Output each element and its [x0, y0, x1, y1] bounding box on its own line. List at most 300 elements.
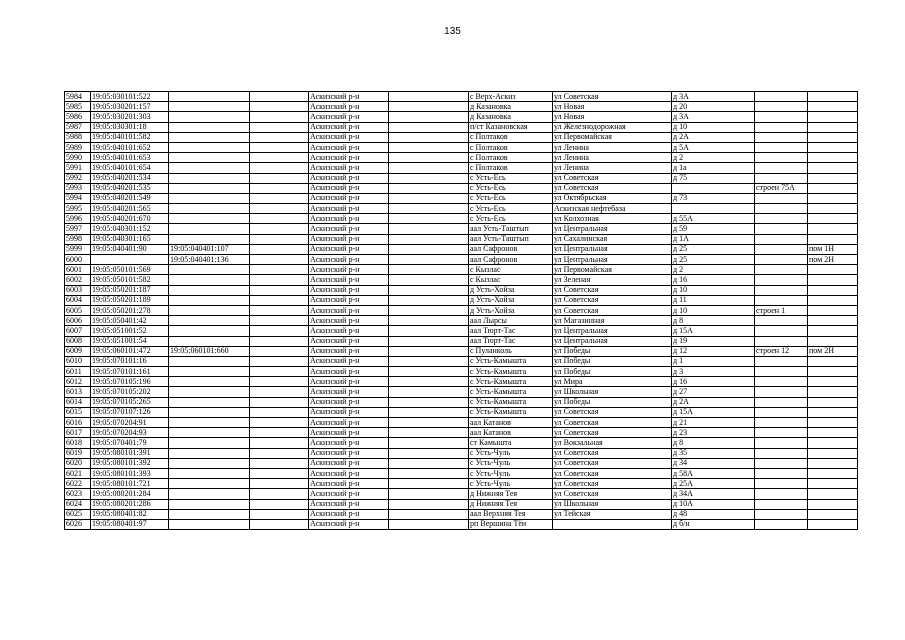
cell-house: д 34	[672, 458, 755, 468]
cell-street: ул Победы	[553, 346, 672, 356]
cell-related-cadastral-number	[169, 153, 250, 163]
cell-related-cadastral-number	[169, 234, 250, 244]
cell-related-cadastral-number	[169, 468, 250, 478]
cell-house	[672, 204, 755, 214]
cell-row-number: 5993	[65, 183, 91, 193]
table-row	[65, 438, 858, 448]
cell-premises	[808, 336, 858, 346]
cell-street: ул Советская	[553, 295, 672, 305]
cell-empty-column-2	[389, 326, 469, 336]
cell-empty-column	[250, 285, 309, 295]
cell-building	[755, 418, 808, 428]
cell-street: ул Советская	[553, 448, 672, 458]
cell-district: Аскизский р-н	[309, 387, 389, 397]
table-row	[65, 458, 858, 468]
cell-cadastral-number: 19:05:040201:534	[91, 173, 169, 183]
cell-district: Аскизский р-н	[309, 407, 389, 417]
cell-house: д 2	[672, 265, 755, 275]
cell-empty-column	[250, 438, 309, 448]
cell-premises	[808, 112, 858, 122]
cell-premises	[808, 102, 858, 112]
cell-building	[755, 336, 808, 346]
cell-premises	[808, 438, 858, 448]
cell-building	[755, 244, 808, 254]
cell-related-cadastral-number: 19:05:040401:107	[169, 244, 250, 254]
cell-related-cadastral-number	[169, 326, 250, 336]
cell-empty-column-2	[389, 509, 469, 519]
cell-locality: с Полтаков	[469, 132, 553, 142]
cell-row-number: 5997	[65, 224, 91, 234]
cell-building	[755, 255, 808, 265]
cell-premises	[808, 153, 858, 163]
cell-empty-column-2	[389, 397, 469, 407]
cell-empty-column-2	[389, 428, 469, 438]
cell-premises	[808, 407, 858, 417]
cell-locality: с Усть-Камышта	[469, 387, 553, 397]
cell-building: строен 12	[755, 346, 808, 356]
cell-related-cadastral-number	[169, 438, 250, 448]
cell-empty-column-2	[389, 173, 469, 183]
cell-cadastral-number: 19:05:080401:82	[91, 509, 169, 519]
cell-street: Аскизская нефтебаза	[553, 204, 672, 214]
cell-house: д 19	[672, 336, 755, 346]
cell-empty-column-2	[389, 499, 469, 509]
cell-district: Аскизский р-н	[309, 193, 389, 203]
cell-locality: д Усть-Хойза	[469, 295, 553, 305]
table-row	[65, 224, 858, 234]
table-row	[65, 163, 858, 173]
cell-empty-column	[250, 204, 309, 214]
cell-street: ул Тейская	[553, 509, 672, 519]
cell-district: Аскизский р-н	[309, 367, 389, 377]
table-row	[65, 122, 858, 132]
cell-house: д 1а	[672, 163, 755, 173]
cell-district: Аскизский р-н	[309, 316, 389, 326]
cell-building	[755, 234, 808, 244]
table-row	[65, 92, 858, 102]
cell-related-cadastral-number	[169, 305, 250, 315]
cell-empty-column-2	[389, 265, 469, 275]
cell-empty-column	[250, 387, 309, 397]
cell-street: ул Советская	[553, 479, 672, 489]
cell-street: ул Советская	[553, 468, 672, 478]
cell-row-number: 5994	[65, 193, 91, 203]
cell-locality: с Усть-Есь	[469, 173, 553, 183]
cell-row-number: 6013	[65, 387, 91, 397]
cell-street: ул Центральная	[553, 224, 672, 234]
cell-house: д 8	[672, 316, 755, 326]
cell-row-number: 6016	[65, 418, 91, 428]
cell-premises	[808, 377, 858, 387]
table-row	[65, 346, 858, 356]
cell-district: Аскизский р-н	[309, 356, 389, 366]
cell-empty-column-2	[389, 336, 469, 346]
cell-house: д 3	[672, 367, 755, 377]
cell-building: строен 75А	[755, 183, 808, 193]
cell-empty-column	[250, 346, 309, 356]
cell-street: ул Зеленая	[553, 275, 672, 285]
cell-district: Аскизский р-н	[309, 173, 389, 183]
cell-cadastral-number: 19:05:050101:582	[91, 275, 169, 285]
table-row	[65, 305, 858, 315]
cell-empty-column-2	[389, 407, 469, 417]
cell-empty-column-2	[389, 102, 469, 112]
cell-district: Аскизский р-н	[309, 489, 389, 499]
table-row	[65, 397, 858, 407]
cell-empty-column	[250, 468, 309, 478]
cell-locality: рп Вершина Тёи	[469, 519, 553, 529]
cell-district: Аскизский р-н	[309, 346, 389, 356]
cell-row-number: 6024	[65, 499, 91, 509]
cell-cadastral-number: 19:05:040101:653	[91, 153, 169, 163]
cell-empty-column	[250, 356, 309, 366]
cell-empty-column	[250, 244, 309, 254]
table-row	[65, 193, 858, 203]
cell-locality: с Усть-Есь	[469, 214, 553, 224]
cell-house: д 10	[672, 305, 755, 315]
cell-premises	[808, 193, 858, 203]
cell-empty-column-2	[389, 519, 469, 529]
cell-building	[755, 163, 808, 173]
cell-premises	[808, 418, 858, 428]
cell-premises	[808, 356, 858, 366]
cell-empty-column-2	[389, 285, 469, 295]
cell-empty-column-2	[389, 346, 469, 356]
cell-locality: с Усть-Есь	[469, 204, 553, 214]
table-row	[65, 142, 858, 152]
cell-district: Аскизский р-н	[309, 92, 389, 102]
cell-empty-column-2	[389, 438, 469, 448]
cell-cadastral-number: 19:05:070105:196	[91, 377, 169, 387]
cell-house: д б/н	[672, 519, 755, 529]
page-number: 135	[444, 26, 461, 37]
cell-related-cadastral-number	[169, 265, 250, 275]
cell-building	[755, 407, 808, 417]
cell-street: ул Сахалинская	[553, 234, 672, 244]
cell-locality: д Нижняя Тея	[469, 489, 553, 499]
cell-street: ул Советская	[553, 489, 672, 499]
cell-related-cadastral-number	[169, 316, 250, 326]
cell-empty-column	[250, 489, 309, 499]
cell-related-cadastral-number	[169, 224, 250, 234]
cell-street: ул Вокзальная	[553, 438, 672, 448]
cell-empty-column	[250, 112, 309, 122]
cell-street: ул Первомайская	[553, 265, 672, 275]
cell-row-number: 5987	[65, 122, 91, 132]
cell-empty-column	[250, 428, 309, 438]
cell-cadastral-number: 19:05:080201:286	[91, 499, 169, 509]
cell-building	[755, 224, 808, 234]
cell-cadastral-number: 19:05:070204:91	[91, 418, 169, 428]
cell-street: ул Магазинная	[553, 316, 672, 326]
cell-district: Аскизский р-н	[309, 479, 389, 489]
cell-cadastral-number	[91, 255, 169, 265]
cell-cadastral-number: 19:05:040401:90	[91, 244, 169, 254]
cell-building	[755, 438, 808, 448]
cell-premises	[808, 183, 858, 193]
cell-locality: с Усть-Есь	[469, 183, 553, 193]
cell-related-cadastral-number	[169, 214, 250, 224]
cell-cadastral-number: 19:05:030301:18	[91, 122, 169, 132]
cell-building: строен 1	[755, 305, 808, 315]
cell-empty-column	[250, 265, 309, 275]
cell-locality: с Полтаков	[469, 142, 553, 152]
cell-empty-column	[250, 275, 309, 285]
cell-building	[755, 479, 808, 489]
cell-premises	[808, 428, 858, 438]
cell-premises	[808, 265, 858, 275]
cell-district: Аскизский р-н	[309, 214, 389, 224]
cell-district: Аскизский р-н	[309, 255, 389, 265]
cell-district: Аскизский р-н	[309, 458, 389, 468]
cell-street: ул Центральная	[553, 244, 672, 254]
cell-building	[755, 326, 808, 336]
cell-locality: аал Верхняя Тея	[469, 509, 553, 519]
cell-premises	[808, 122, 858, 132]
cell-empty-column-2	[389, 458, 469, 468]
cell-row-number: 5989	[65, 142, 91, 152]
cell-house: д 2А	[672, 132, 755, 142]
cell-row-number: 6002	[65, 275, 91, 285]
cell-related-cadastral-number	[169, 275, 250, 285]
cell-house: д 16	[672, 377, 755, 387]
cell-house: д 48	[672, 509, 755, 519]
cell-district: Аскизский р-н	[309, 112, 389, 122]
cell-row-number: 5991	[65, 163, 91, 173]
cell-premises	[808, 285, 858, 295]
cell-district: Аскизский р-н	[309, 509, 389, 519]
cell-house: д 58А	[672, 468, 755, 478]
cell-related-cadastral-number	[169, 142, 250, 152]
cell-building	[755, 285, 808, 295]
cell-row-number: 6021	[65, 468, 91, 478]
cell-building	[755, 356, 808, 366]
cell-premises	[808, 224, 858, 234]
cell-district: Аскизский р-н	[309, 326, 389, 336]
cell-locality: с Усть-Камышта	[469, 356, 553, 366]
cell-row-number: 6014	[65, 397, 91, 407]
table-row	[65, 132, 858, 142]
cell-cadastral-number: 19:05:040101:582	[91, 132, 169, 142]
cell-empty-column	[250, 499, 309, 509]
cell-empty-column	[250, 234, 309, 244]
cell-row-number: 6020	[65, 458, 91, 468]
cell-cadastral-number: 19:05:060101:472	[91, 346, 169, 356]
cell-locality: с Полтаков	[469, 153, 553, 163]
cell-empty-column-2	[389, 255, 469, 265]
cell-related-cadastral-number	[169, 509, 250, 519]
cell-house: д 35	[672, 448, 755, 458]
cell-street: ул Советская	[553, 285, 672, 295]
cell-locality: аал Усть-Таштып	[469, 224, 553, 234]
cell-related-cadastral-number	[169, 367, 250, 377]
cell-cadastral-number: 19:05:070105:202	[91, 387, 169, 397]
cell-row-number: 6019	[65, 448, 91, 458]
table-row	[65, 356, 858, 366]
cell-empty-column	[250, 407, 309, 417]
cell-empty-column	[250, 224, 309, 234]
cell-empty-column	[250, 183, 309, 193]
cell-cadastral-number: 19:05:080101:721	[91, 479, 169, 489]
table-row	[65, 336, 858, 346]
cell-empty-column-2	[389, 204, 469, 214]
cell-empty-column	[250, 122, 309, 132]
table-row	[65, 377, 858, 387]
cell-row-number: 5995	[65, 204, 91, 214]
cell-district: Аскизский р-н	[309, 438, 389, 448]
table-row	[65, 326, 858, 336]
cell-building	[755, 153, 808, 163]
cell-street: ул Советская	[553, 458, 672, 468]
cell-cadastral-number: 19:05:070105:265	[91, 397, 169, 407]
cell-locality: с Полтаков	[469, 163, 553, 173]
cell-locality: аал Тюрт-Тас	[469, 336, 553, 346]
cell-locality: д Казановка	[469, 112, 553, 122]
cell-empty-column	[250, 132, 309, 142]
cell-premises	[808, 142, 858, 152]
cell-house: д 59	[672, 224, 755, 234]
cell-district: Аскизский р-н	[309, 377, 389, 387]
cell-premises	[808, 499, 858, 509]
cell-building	[755, 204, 808, 214]
cell-premises	[808, 468, 858, 478]
cell-house: д 5А	[672, 142, 755, 152]
cell-street: ул Советская	[553, 173, 672, 183]
cell-related-cadastral-number	[169, 519, 250, 529]
cell-cadastral-number: 19:05:040101:654	[91, 163, 169, 173]
cell-empty-column-2	[389, 163, 469, 173]
cell-row-number: 5984	[65, 92, 91, 102]
cell-cadastral-number: 19:05:030201:303	[91, 112, 169, 122]
cell-house: д 15А	[672, 407, 755, 417]
cell-house: д 11	[672, 295, 755, 305]
cell-premises: пом 2Н	[808, 346, 858, 356]
cell-district: Аскизский р-н	[309, 142, 389, 152]
cell-building	[755, 509, 808, 519]
cell-premises	[808, 163, 858, 173]
cell-street: ул Железнодорожная	[553, 122, 672, 132]
cell-locality: с Усть-Есь	[469, 193, 553, 203]
cell-cadastral-number: 19:05:040301:152	[91, 224, 169, 234]
cell-empty-column-2	[389, 479, 469, 489]
cell-row-number: 5986	[65, 112, 91, 122]
cell-cadastral-number: 19:05:030201:157	[91, 102, 169, 112]
cell-house: д 27	[672, 387, 755, 397]
table-row	[65, 265, 858, 275]
cell-related-cadastral-number	[169, 336, 250, 346]
cell-empty-column	[250, 448, 309, 458]
cell-cadastral-number: 19:05:080101:393	[91, 468, 169, 478]
cell-related-cadastral-number	[169, 92, 250, 102]
cell-related-cadastral-number	[169, 428, 250, 438]
cell-district: Аскизский р-н	[309, 132, 389, 142]
cell-row-number: 6018	[65, 438, 91, 448]
cell-empty-column-2	[389, 193, 469, 203]
cell-street: ул Советская	[553, 183, 672, 193]
cell-house: д 34А	[672, 489, 755, 499]
cell-premises	[808, 367, 858, 377]
cell-district: Аскизский р-н	[309, 468, 389, 478]
cell-premises	[808, 132, 858, 142]
cell-row-number: 6005	[65, 305, 91, 315]
cell-street: ул Победы	[553, 397, 672, 407]
cell-empty-column-2	[389, 305, 469, 315]
cell-locality: ст Камышта	[469, 438, 553, 448]
cell-street: ул Мира	[553, 377, 672, 387]
cell-related-cadastral-number	[169, 407, 250, 417]
cell-cadastral-number: 19:05:050201:278	[91, 305, 169, 315]
cell-house: д 10А	[672, 499, 755, 509]
cell-premises	[808, 275, 858, 285]
cell-row-number: 6023	[65, 489, 91, 499]
cell-street: ул Колхозная	[553, 214, 672, 224]
cell-empty-column	[250, 295, 309, 305]
cell-empty-column	[250, 153, 309, 163]
table-row	[65, 183, 858, 193]
cell-district: Аскизский р-н	[309, 448, 389, 458]
table-row	[65, 479, 858, 489]
cell-cadastral-number: 19:05:040201:565	[91, 204, 169, 214]
cell-row-number: 6003	[65, 285, 91, 295]
cell-house: д 10	[672, 285, 755, 295]
cell-house: д 3А	[672, 112, 755, 122]
cell-district: Аскизский р-н	[309, 295, 389, 305]
cell-building	[755, 295, 808, 305]
cell-district: Аскизский р-н	[309, 397, 389, 407]
cell-cadastral-number: 19:05:050201:187	[91, 285, 169, 295]
cell-empty-column	[250, 305, 309, 315]
cell-empty-column-2	[389, 387, 469, 397]
cell-house: д 55А	[672, 214, 755, 224]
cell-house: д 10	[672, 122, 755, 132]
table-row	[65, 418, 858, 428]
table-row	[65, 204, 858, 214]
cell-district: Аскизский р-н	[309, 122, 389, 132]
cell-building	[755, 387, 808, 397]
cell-row-number: 6010	[65, 356, 91, 366]
cell-cadastral-number: 19:05:070101:16	[91, 356, 169, 366]
cell-locality: д Усть-Хойза	[469, 305, 553, 315]
cell-locality: аал Катанов	[469, 428, 553, 438]
cell-building	[755, 428, 808, 438]
cell-locality: аал Сафронов	[469, 244, 553, 254]
table-row	[65, 244, 858, 254]
table-row	[65, 316, 858, 326]
cell-premises	[808, 519, 858, 529]
cell-row-number: 6000	[65, 255, 91, 265]
cell-empty-column-2	[389, 244, 469, 254]
cell-premises: пом 1Н	[808, 244, 858, 254]
table-row	[65, 112, 858, 122]
cell-empty-column	[250, 479, 309, 489]
cell-related-cadastral-number	[169, 418, 250, 428]
cell-empty-column	[250, 418, 309, 428]
table-row	[65, 234, 858, 244]
cell-related-cadastral-number	[169, 387, 250, 397]
cell-related-cadastral-number	[169, 132, 250, 142]
registry-body	[65, 92, 858, 530]
cell-premises	[808, 479, 858, 489]
cell-street: ул Победы	[553, 367, 672, 377]
cell-premises	[808, 458, 858, 468]
cell-empty-column	[250, 458, 309, 468]
cell-locality: с Усть-Камышта	[469, 367, 553, 377]
cell-district: Аскизский р-н	[309, 499, 389, 509]
cell-district: Аскизский р-н	[309, 224, 389, 234]
cell-building	[755, 448, 808, 458]
cell-premises	[808, 204, 858, 214]
table-row	[65, 387, 858, 397]
